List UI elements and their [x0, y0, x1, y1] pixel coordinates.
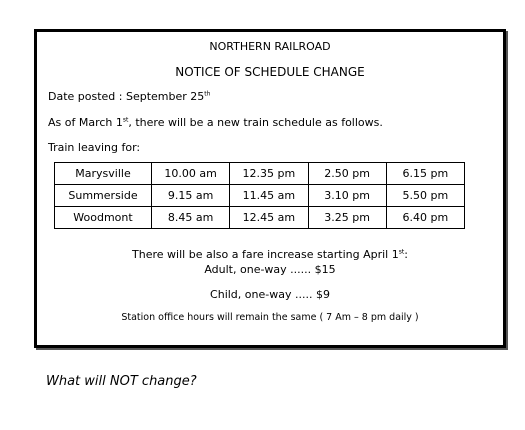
adult-fare: Adult, one-way ...... $15	[204, 263, 336, 276]
time-cell: 12.35 pm	[230, 163, 308, 185]
fare-notice: There will be also a fare increase starting April 1st: Adult, one-way ...... $15	[37, 247, 503, 277]
railroad-name: NORTHERN RAILROAD	[209, 40, 331, 53]
table-row	[55, 163, 465, 185]
destination-cell: Marysville	[55, 163, 152, 185]
time-cell: 6.15 pm	[386, 163, 464, 185]
time-cell: 3.25 pm	[308, 207, 386, 229]
question-text: What will NOT change?	[46, 374, 197, 389]
destination-cell: Summerside	[55, 185, 152, 207]
time-cell: 8.45 am	[152, 207, 230, 229]
child-fare: Child, one-way ..... $9	[210, 288, 330, 301]
time-cell: 11.45 am	[230, 185, 308, 207]
time-cell: 9.15 am	[152, 185, 230, 207]
schedule-table	[54, 162, 465, 229]
intro-text: As of March 1st, there will be a new train schedule as follows.	[48, 116, 383, 129]
time-cell: 3.10 pm	[308, 185, 386, 207]
time-cell: 10.00 am	[152, 163, 230, 185]
notice-heading: NOTICE OF SCHEDULE CHANGE	[175, 65, 365, 79]
train-leaving-label: Train leaving for:	[48, 141, 141, 154]
table-row	[55, 185, 465, 207]
notice-box	[34, 29, 506, 348]
destination-cell: Woodmont	[55, 207, 152, 229]
office-hours: Station office hours will remain the same ( 7 Am – 8 pm daily )	[121, 312, 419, 323]
time-cell: 2.50 pm	[308, 163, 386, 185]
date-posted: Date posted : September 25th	[48, 90, 211, 103]
time-cell: 12.45 am	[230, 207, 308, 229]
time-cell: 6.40 pm	[386, 207, 464, 229]
table-row	[55, 207, 465, 229]
time-cell: 5.50 pm	[386, 185, 464, 207]
